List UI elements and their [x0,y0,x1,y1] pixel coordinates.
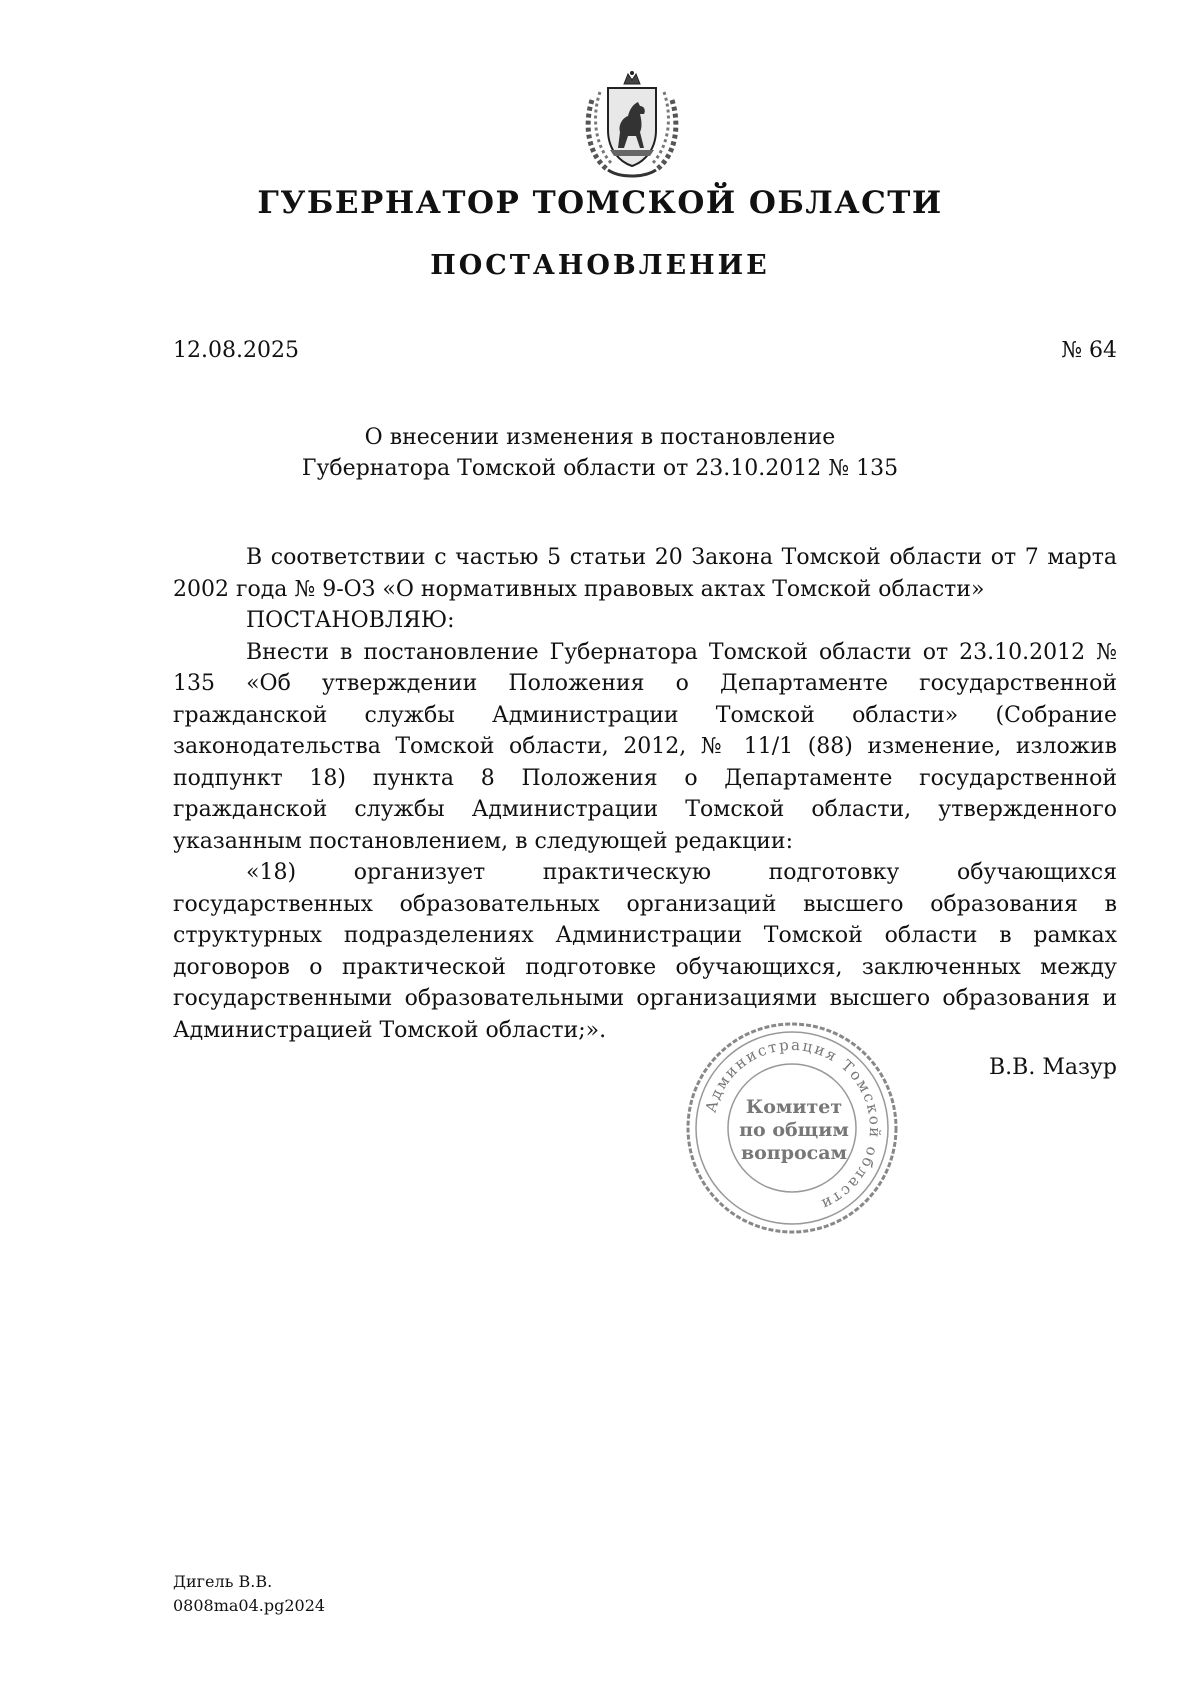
document-subject [0,422,1200,484]
subject-line: Губернатора Томской области от 23.10.2012 № 135 [301,456,899,481]
official-seal [682,1018,902,1238]
new-wording-paragraph: «18) организует практическую подготовку обучающихся государственных образовательных организаций высшего образования в структурных подразделениях Администрации Томской области в рамках договоров о практической подготовке обучающихся, заключенных между государственными образовательными организациями высшего образования и Администрацией Томской области;». [173,860,1117,1043]
seal-ring-text: Администрация Томской области [701,1035,885,1215]
document-footer [173,1570,325,1618]
signatory-name: В.В. Мазур [989,1055,1117,1080]
document-type-title: ПОСТАНОВЛЕНИЕ [430,250,770,281]
organization-title: ГУБЕРНАТОР ТОМСКОЙ ОБЛАСТИ [257,185,943,221]
document-date: 12.08.2025 [173,338,299,363]
tomsk-coat-of-arms-icon [578,70,686,180]
document-number: № 64 [1061,338,1117,363]
seal-center-text: по общим [739,1119,849,1141]
seal-center-text: Комитет [745,1096,843,1118]
amendment-paragraph: Внести в постановление Губернатора Томской области от 23.10.2012 № 135 «Об утверждении Положения о Департаменте государственной гражданской службы Администрации Томской области» (Собрание законодательства Томской области, 2012, № 11/1 (88) изменение, изложив подпункт 18) пункта 8 Положения о Департаменте государственной гражданской службы Администрации Томской области, утвержденного указанным постановлением, в следующей редакции: [173,639,1117,854]
preamble-paragraph: В соответствии с частью 5 статьи 20 Закона Томской области от 7 марта 2002 года № 9-ОЗ «О нормативных правовых актах Томской области» [173,545,1117,602]
seal-center-text: вопросам [740,1142,848,1164]
executor-name: Дигель В.В. [173,1572,273,1591]
subject-line: О внесении изменения в постановление [364,425,836,450]
document-body [173,542,1117,1046]
file-code: 0808ma04.pg2024 [173,1596,326,1615]
resolution-word: ПОСТАНОВЛЯЮ: [246,608,455,633]
